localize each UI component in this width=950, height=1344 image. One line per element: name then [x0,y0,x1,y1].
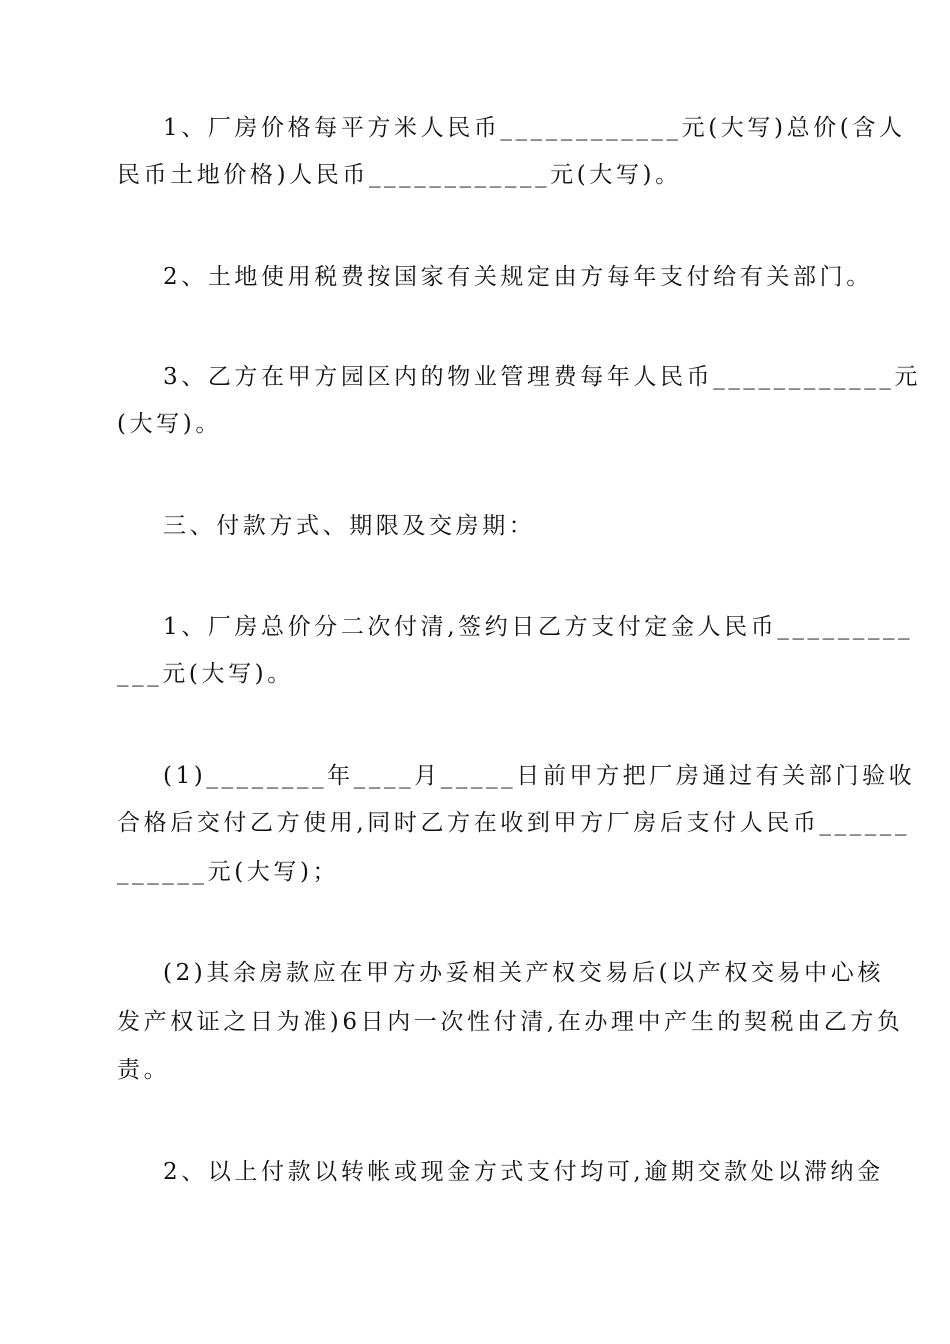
paragraph-line: (1)________年____月_____日前甲方把厂房通过有关部门验收 [163,763,916,789]
paragraph-line: 2、以上付款以转帐或现金方式支付均可,逾期交款处以滞纳金 [163,1159,884,1185]
paragraph-line: (大写)。 [117,411,222,437]
paragraph-line: ______元(大写)； [117,859,340,885]
paragraph-line: 发产权证之日为准)6日内一次性付清,在办理中产生的契税由乙方负 [117,1009,904,1035]
section-heading: 三、付款方式、期限及交房期： [163,513,536,539]
paragraph-line: 民币土地价格)人民币____________元(大写)。 [117,162,682,188]
paragraph-line: 2、土地使用税费按国家有关规定由方每年支付给有关部门。 [163,264,873,290]
paragraph-line: 责。 [117,1057,171,1083]
paragraph-line: 1、厂房价格每平方米人民币____________元(大写)总价(含人 [163,115,906,141]
paragraph-line: 合格后交付乙方使用,同时乙方在收到甲方厂房后支付人民币______ [117,810,911,836]
paragraph-line: ___元(大写)。 [117,661,294,687]
paragraph-line: 1、厂房总价分二次付清,签约日乙方支付定金人民币_________ [163,614,914,640]
paragraph-line: 3、乙方在甲方园区内的物业管理费每年人民币____________元 [163,364,922,390]
paragraph-line: (2)其余房款应在甲方办妥相关产权交易后(以产权交易中心核 [163,960,884,986]
